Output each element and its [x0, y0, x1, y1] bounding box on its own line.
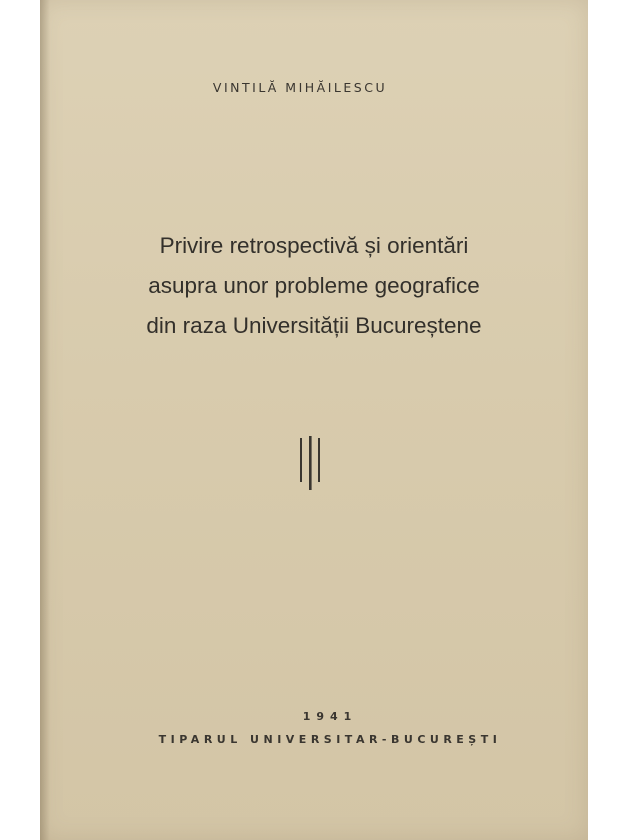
- book-title: [40, 226, 588, 346]
- title-line-3: din raza Universității Bucureștene: [146, 313, 482, 338]
- publication-year: 1941: [302, 710, 358, 723]
- title-line-2: asupra unor probleme geografice: [148, 273, 480, 298]
- printer-imprint: TIPARUL UNIVERSITAR-BUCUREȘTI: [158, 733, 502, 746]
- author-name: VINTILĂ MIHĂILESCU: [212, 80, 388, 95]
- spine-shadow: [40, 0, 50, 840]
- triple-rule-ornament-icon: [290, 436, 340, 490]
- title-line-1: Privire retrospectivă și orientări: [159, 233, 469, 258]
